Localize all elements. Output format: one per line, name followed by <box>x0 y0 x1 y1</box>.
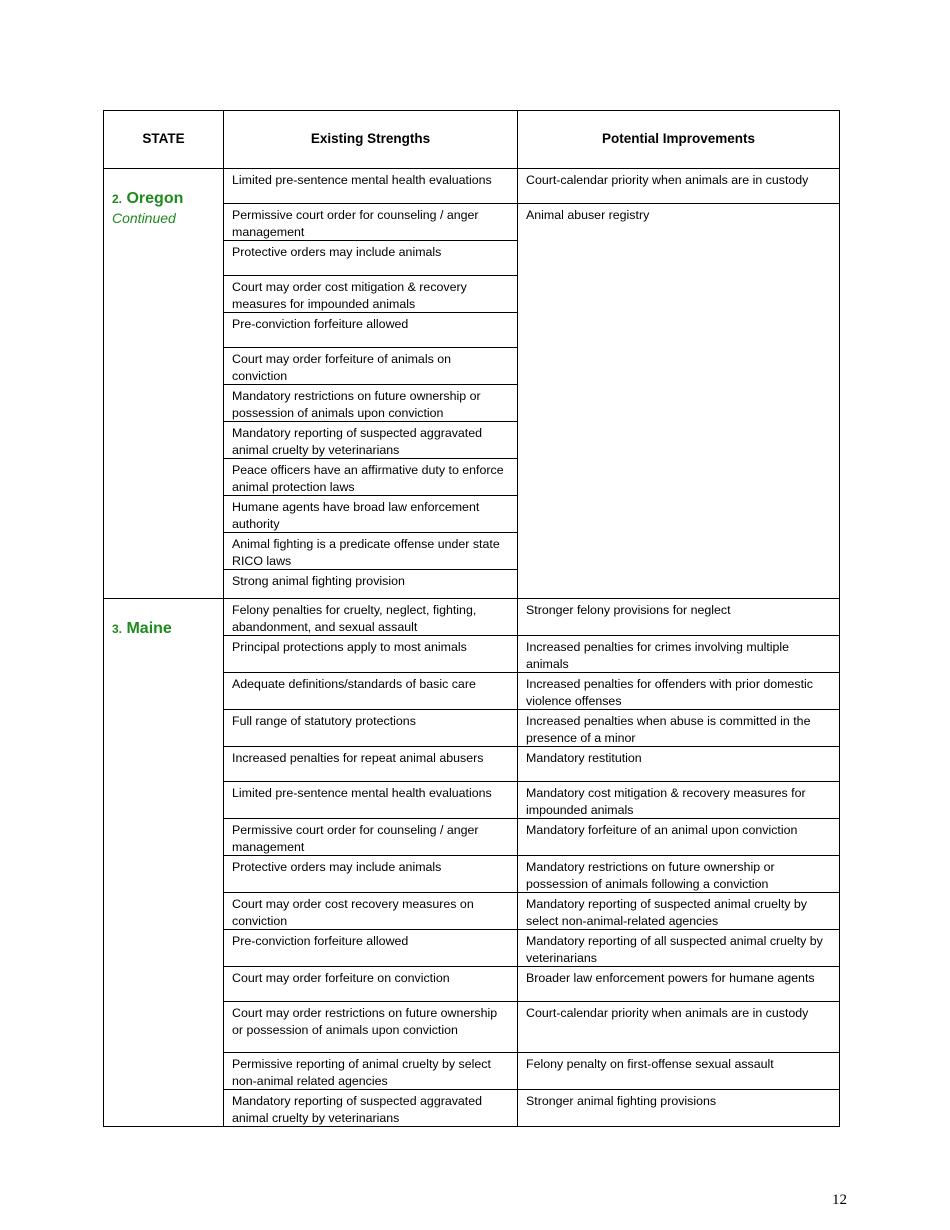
strength-cell: Strong animal fighting provision <box>224 570 518 599</box>
strength-cell: Court may order restrictions on future ownership or possession of animals upon conviction <box>224 1002 518 1053</box>
strength-cell: Peace officers have an affirmative duty to enforce animal protection laws <box>224 459 518 496</box>
header-existing-strengths: Existing Strengths <box>224 111 518 169</box>
strength-cell: Mandatory reporting of suspected aggravated animal cruelty by veterinarians <box>224 422 518 459</box>
table-row <box>104 169 840 204</box>
improvement-cell: Increased penalties for offenders with prior domestic violence offenses <box>518 673 840 710</box>
strength-cell: Animal fighting is a predicate offense under state RICO laws <box>224 533 518 570</box>
page-number: 12 <box>832 1192 847 1208</box>
strength-cell: Court may order forfeiture of animals on conviction <box>224 348 518 385</box>
strength-cell: Humane agents have broad law enforcement authority <box>224 496 518 533</box>
state-name: Oregon <box>126 190 184 207</box>
improvement-cell: Mandatory restitution <box>518 747 840 782</box>
state-cell-maine <box>104 599 224 1127</box>
table-row <box>104 599 840 636</box>
state-name-maine <box>112 619 215 639</box>
state-continued-label: Continued <box>112 210 176 226</box>
strength-cell: Protective orders may include animals <box>224 856 518 893</box>
strength-cell: Permissive reporting of animal cruelty by select non-animal related agencies <box>224 1053 518 1090</box>
strength-cell: Court may order cost mitigation & recovery measures for impounded animals <box>224 276 518 313</box>
improvement-cell: Increased penalties for crimes involving multiple animals <box>518 636 840 673</box>
improvement-cell: Court-calendar priority when animals are in custody <box>518 169 840 204</box>
improvement-cell: Broader law enforcement powers for humane agents <box>518 967 840 1002</box>
strength-cell: Felony penalties for cruelty, neglect, fighting, abandonment, and sexual assault <box>224 599 518 636</box>
header-state: STATE <box>104 111 224 169</box>
state-cell-oregon <box>104 169 224 599</box>
improvement-cell: Mandatory reporting of suspected animal cruelty by select non-animal-related agencies <box>518 893 840 930</box>
state-number: 2. <box>112 192 123 206</box>
improvement-cell: Mandatory restrictions on future ownership or possession of animals following a conviction <box>518 856 840 893</box>
strength-cell: Court may order forfeiture on conviction <box>224 967 518 1002</box>
improvement-cell: Increased penalties when abuse is committed in the presence of a minor <box>518 710 840 747</box>
strength-cell: Limited pre-sentence mental health evaluations <box>224 169 518 204</box>
improvement-cell: Mandatory reporting of all suspected animal cruelty by veterinarians <box>518 930 840 967</box>
improvement-cell: Stronger felony provisions for neglect <box>518 599 840 636</box>
improvement-cell: Court-calendar priority when animals are in custody <box>518 1002 840 1053</box>
strength-cell: Limited pre-sentence mental health evaluations <box>224 782 518 819</box>
improvement-cell: Animal abuser registry <box>518 204 840 599</box>
strength-cell: Permissive court order for counseling / anger management <box>224 819 518 856</box>
state-name: Maine <box>126 620 172 637</box>
header-row <box>104 111 840 169</box>
strength-cell: Mandatory reporting of suspected aggravated animal cruelty by veterinarians <box>224 1090 518 1127</box>
improvement-cell: Mandatory cost mitigation & recovery measures for impounded animals <box>518 782 840 819</box>
strength-cell: Permissive court order for counseling / anger management <box>224 204 518 241</box>
header-potential-improvements: Potential Improvements <box>518 111 840 169</box>
strength-cell: Adequate definitions/standards of basic care <box>224 673 518 710</box>
strength-cell: Full range of statutory protections <box>224 710 518 747</box>
strength-cell: Pre-conviction forfeiture allowed <box>224 930 518 967</box>
improvement-cell: Stronger animal fighting provisions <box>518 1090 840 1127</box>
improvement-cell: Mandatory forfeiture of an animal upon conviction <box>518 819 840 856</box>
state-number: 3. <box>112 622 123 636</box>
strength-cell: Increased penalties for repeat animal abusers <box>224 747 518 782</box>
state-comparison-table <box>103 110 840 1127</box>
strength-cell: Protective orders may include animals <box>224 241 518 276</box>
state-name-oregon <box>112 189 215 209</box>
strength-cell: Principal protections apply to most animals <box>224 636 518 673</box>
strength-cell: Mandatory restrictions on future ownership or possession of animals upon conviction <box>224 385 518 422</box>
improvement-cell: Felony penalty on first-offense sexual assault <box>518 1053 840 1090</box>
strength-cell: Court may order cost recovery measures on conviction <box>224 893 518 930</box>
strength-cell: Pre-conviction forfeiture allowed <box>224 313 518 348</box>
